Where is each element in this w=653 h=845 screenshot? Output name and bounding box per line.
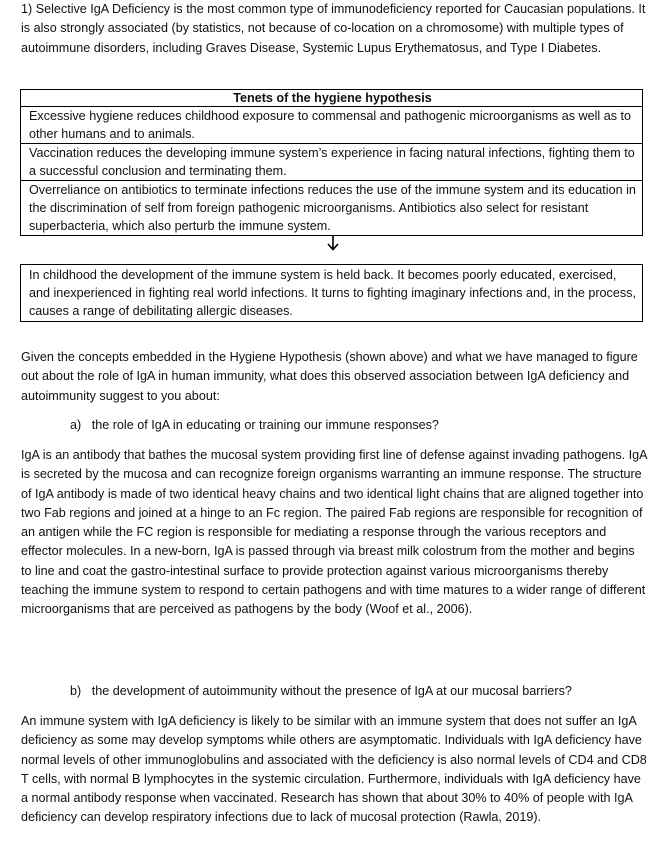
tenets-table-row: Excessive hygiene reduces childhood exposure to commensal and pathogenic microorganisms as well as to other humans and to animals. — [21, 106, 642, 143]
down-arrow-icon — [325, 234, 341, 252]
part-a-label: a) — [70, 418, 82, 432]
tenets-table — [20, 89, 643, 236]
question-intro: 1) Selective IgA Deficiency is the most common type of immunodeficiency reported for Caucasian populations. It is also strongly associated (by statistics, not because of co-location on a chromosome) with multiple types of autoimmune disorders, including Graves Disease, Systemic Lupus Erythematosus, and Type I Diabetes. — [21, 2, 646, 55]
tenets-table-row: Vaccination reduces the developing immune system’s experience in facing natural infections, fighting them to a successful conclusion and terminating them. — [21, 143, 642, 180]
part-a-question — [70, 416, 630, 435]
summary-text: In childhood the development of the immune system is held back. It becomes poorly educated, exercised, and inexperienced in fighting real world infections. It turns to fighting imaginary infections and, in the process, causes a range of debilitating allergic diseases. — [29, 268, 636, 319]
part-b-label: b) — [70, 684, 82, 698]
summary-box — [20, 264, 643, 322]
tenets-table-header: Tenets of the hygiene hypothesis — [233, 91, 432, 105]
part-a-answer: IgA is an antibody that bathes the mucosal system providing first line of defense against invading pathogens. IgA is secreted by the mucosa and can recognize foreign organisms warranting an immune response. The structure of IgA antibody is made of two identical heavy chains and two identical light chains that are aligned together into two Fab regions and joined at a hinge to an Fc region. The paired Fab regions are responsible for recognition of an antigen while the FC region is responsible for mediating a response through the various receptors and effector molecules. In a new-born, IgA is passed through via breast milk colostrum from the mother and begins to line and coat the gastro-intestinal surface to provide protection against various microorganisms thereby teaching the immune system to respond to certain pathogens and with time matures to a wider range of different microorganisms that are perceived as pathogens by the body (Woof et al., 2006). — [21, 448, 647, 617]
tenets-table-row: Overreliance on antibiotics to terminate infections reduces the use of the immune system and its education in the discrimination of self from foreign pathogenic microorganisms. Antibiotics also select for resistant superbacteria, which also perturb the immune system. — [21, 180, 642, 235]
question-prompt: Given the concepts embedded in the Hygiene Hypothesis (shown above) and what we have managed to figure out about the role of IgA in human immunity, what does this observed association between IgA deficiency and autoimmunity suggest to you about: — [21, 350, 638, 403]
part-b-answer: An immune system with IgA deficiency is likely to be similar with an immune system that does not suffer an IgA deficiency as some may develop symptoms while others are asymptomatic. Individuals with IgA deficiency have normal levels of other immunoglobulins and associated with the deficiency is also normal levels of CD4 and CD8 T cells, with normal B lymphocytes in the systemic circulation. Furthermore, individuals with IgA deficiency have a normal antibody response when vaccinated. Research has shown that about 30% to 40% of people with IgA deficiency can develop respiratory infections due to lack of mucosal protection (Rawla, 2019). — [21, 714, 647, 825]
part-a-question-text: the role of IgA in educating or training our immune responses? — [91, 418, 439, 432]
part-b-question — [70, 682, 630, 701]
part-b-question-text: the development of autoimmunity without the presence of IgA at our mucosal barriers? — [91, 684, 572, 698]
